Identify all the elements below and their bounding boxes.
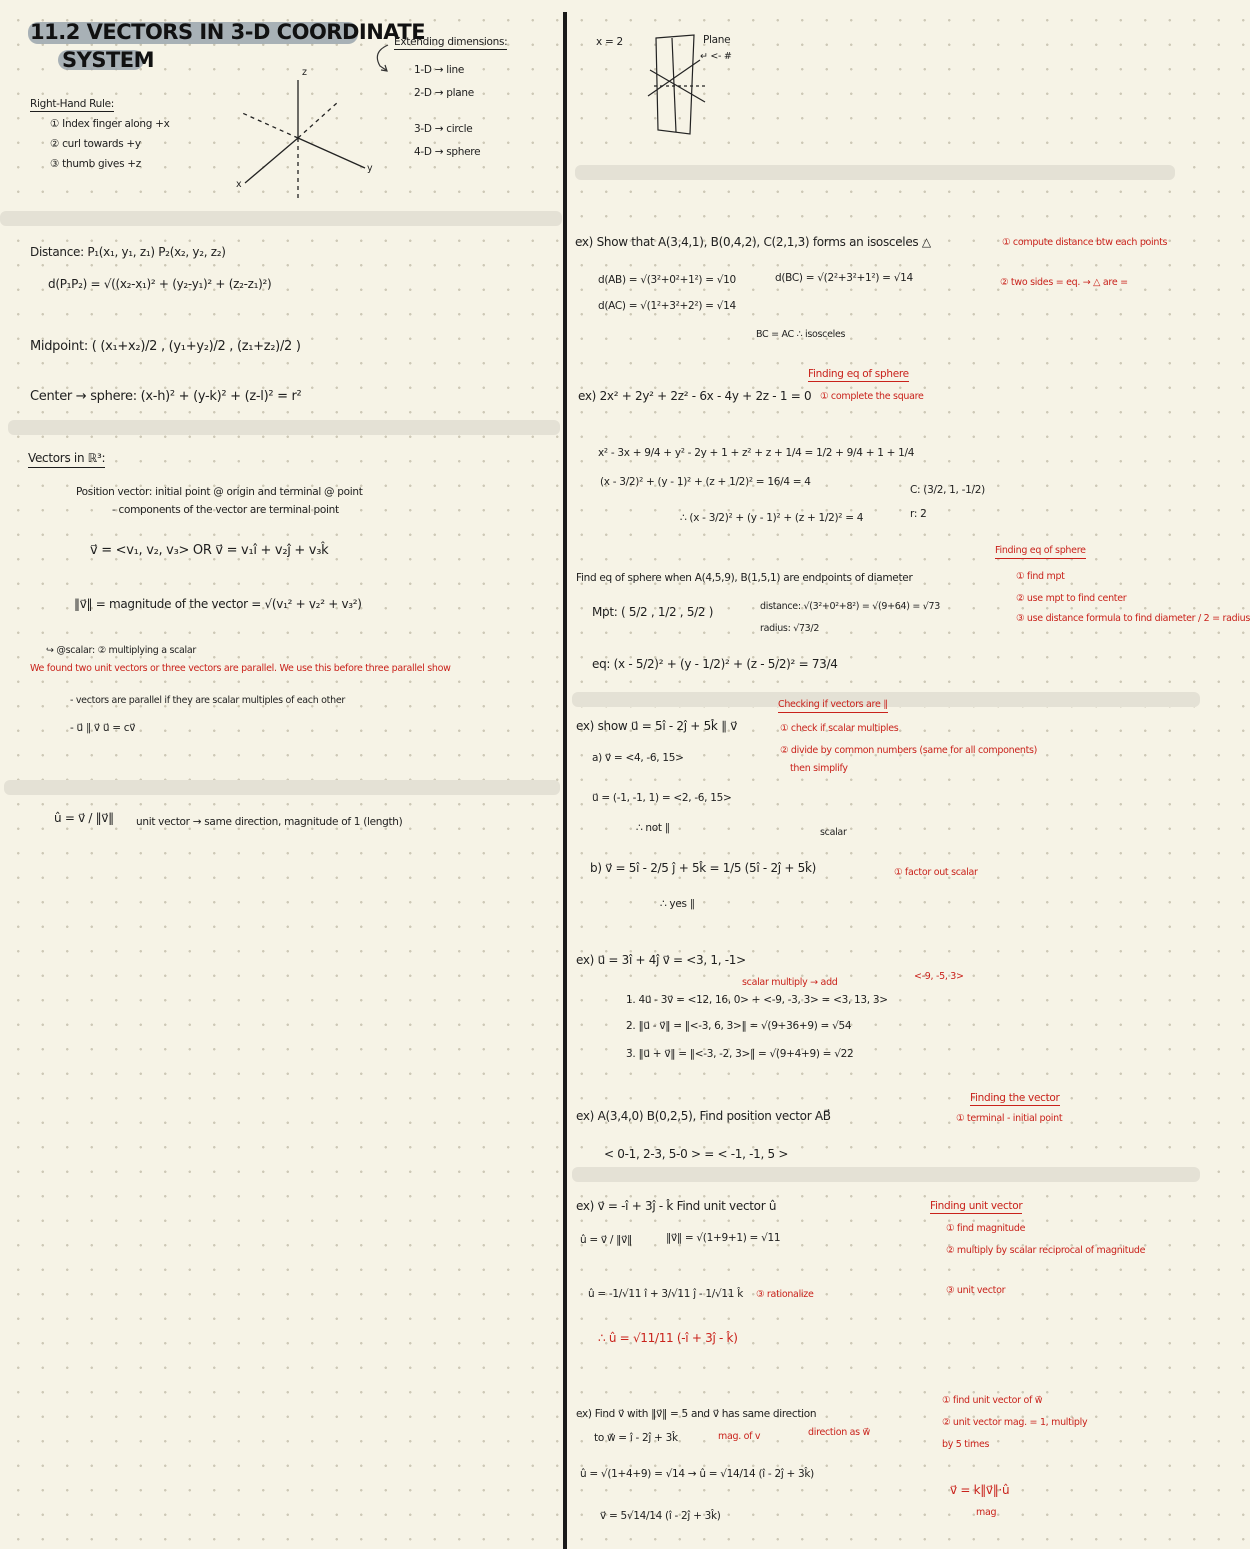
- ex1-distance: d(AC) = √(1²+3²+2²) = √14: [598, 300, 736, 312]
- section-band: [4, 780, 560, 795]
- ex5-red-note: scalar multiply → add: [742, 977, 838, 988]
- ex8-problem: ex) Find v⃗ with ‖v⃗‖ = 5 and v⃗ has same direction: [576, 1408, 817, 1420]
- rhr-step: ② curl towards +y: [50, 138, 141, 150]
- section-band: [8, 420, 560, 435]
- parallel-note: - vectors are parallel if they are scalar multiples of each other: [70, 695, 345, 706]
- ex8-final-sub: mag: [976, 1507, 997, 1518]
- plane-x-eq: x = 2: [596, 36, 623, 48]
- ex4-heading: Checking if vectors are ∥: [778, 700, 888, 713]
- vectors-r3-heading: Vectors in ℝ³:: [28, 452, 105, 468]
- ex8-given: to w⃗ = î - 2ĵ + 3k̂: [594, 1432, 678, 1444]
- rhr-heading: Right-Hand Rule:: [30, 98, 114, 112]
- plane-sketch: [0, 0, 1, 1]
- z-axis-label: z: [302, 67, 307, 78]
- parallel-equation: - u⃗ ∥ v⃗ u⃗ = cv⃗: [70, 722, 136, 734]
- ex6-note: ① terminal - initial point: [956, 1113, 1063, 1124]
- dimension-item: 1-D → line: [414, 64, 464, 76]
- unit-vector-note: unit vector → same direction, magnitude of 1 (length): [136, 816, 403, 828]
- dimension-item: 2-D → plane: [414, 87, 474, 99]
- ex7-result: ∴ û = √11/11 (-î + 3ĵ - k̂): [598, 1331, 738, 1345]
- distance-formula: d(P₁P₂) = √((x₂-x₁)² + (y₂-y₁)² + (z₂-z₁)²): [48, 277, 272, 291]
- ex1-conclusion: BC = AC ∴ isosceles: [756, 329, 846, 340]
- ex4-problem: ex) show u⃗ = 5î - 2ĵ + 5k̂ ∥ v⃗: [576, 719, 738, 733]
- ex8-red-note: mag. of v: [718, 1431, 761, 1442]
- unit-vector-formula: û = v⃗ / ‖v⃗‖: [54, 811, 114, 825]
- ex7-heading: Finding unit vector: [930, 1200, 1022, 1214]
- column-divider: [563, 12, 567, 1549]
- ex2-heading: Finding eq of sphere: [808, 368, 909, 382]
- ex5-red-result: <-9, -5, 3>: [914, 971, 964, 982]
- page-title: 11.2 VECTORS IN 3-D COORDINATE: [30, 20, 426, 44]
- ex3-note: ① find mpt: [1016, 571, 1065, 582]
- ex7-note: ② multiply by scalar reciprocal of magnitude: [946, 1245, 1146, 1256]
- ex4-b-note: ① factor out scalar: [894, 867, 978, 878]
- ex4-step: u⃗ = (-1, -1, 1) = <2, -6, 15>: [592, 792, 732, 804]
- ex8-note: ① find unit vector of w⃗: [942, 1395, 1043, 1406]
- ex4-step: ∴ not ∥: [636, 822, 670, 834]
- y-axis-label: y: [367, 163, 373, 174]
- ex3-problem: Find eq of sphere when A(4,5,9), B(1,5,1) are endpoints of diameter: [576, 572, 913, 584]
- ex4-scalar-label: scalar: [820, 827, 847, 838]
- sphere-formula: Center → sphere: (x-h)² + (y-k)² + (z-l)² = r²: [30, 389, 302, 404]
- ex7-problem: ex) v⃗ = -î + 3ĵ - k̂ Find unit vector û: [576, 1199, 777, 1213]
- page-title-line2: SYSTEM: [62, 48, 155, 72]
- ex7-step: û = -1/√11 î + 3/√11 ĵ - 1/√11 k̂: [588, 1288, 743, 1300]
- ex2-step: ∴ (x - 3/2)² + (y - 1)² + (z + 1/2)² = 4: [680, 512, 864, 524]
- ex2-center: C: (3/2, 1, -1/2): [910, 484, 985, 496]
- x-axis-label: x: [236, 179, 242, 190]
- ex2-step: x² - 3x + 9/4 + y² - 2y + 1 + z² + z + 1/4 = 1/2 + 9/4 + 1 + 1/4: [598, 447, 915, 459]
- ex3-distance: distance: √(3²+0²+8²) = √(9+64) = √73: [760, 601, 941, 612]
- ex2-note: ① complete the square: [820, 391, 924, 402]
- x-axis: [245, 138, 298, 183]
- ex6-problem: ex) A(3,4,0) B(0,2,5), Find position vector AB⃗: [576, 1109, 831, 1123]
- ex4-note: then simplify: [790, 763, 848, 774]
- plane-label: Plane: [703, 34, 731, 46]
- ex8-final: v⃗ = k‖v⃗‖·û: [950, 1483, 1010, 1497]
- ex8-step: v⃗ = 5√14/14 (î - 2ĵ + 3k̂): [600, 1510, 721, 1522]
- ex8-step: û = √(1+4+9) = √14 → û = √14/14 (î - 2ĵ + 3k̂): [580, 1468, 814, 1480]
- ex1-distance: d(BC) = √(2²+3²+1²) = √14: [775, 272, 913, 284]
- parallel-red-note: We found two unit vectors or three vectors are parallel. We use this before three parallel show: [30, 663, 451, 674]
- section-band: [0, 211, 562, 226]
- position-vector-note: Position vector: initial point @ origin and terminal @ point: [76, 486, 363, 498]
- ex1-distance: d(AB) = √(3²+0²+1²) = √10: [598, 274, 736, 286]
- ex1-note: ① compute distance btw each points: [1002, 237, 1168, 248]
- dimension-item: 4-D → sphere: [414, 146, 481, 158]
- ex4-step: a) v⃗ = <4, -6, 15>: [592, 752, 684, 764]
- section-band: [572, 1167, 1200, 1182]
- ex2-radius: r: 2: [910, 508, 927, 520]
- ex3-note: ③ use distance formula to find diameter / 2 = radius: [1016, 613, 1250, 624]
- ex4-step: ∴ yes ∥: [660, 898, 695, 910]
- ex5-line: 1. 4u⃗ - 3v⃗ = <12, 16, 0> + <-9, -3, 3> = <3, 13, 3>: [626, 994, 888, 1006]
- section-band: [575, 165, 1175, 180]
- ex6-heading: Finding the vector: [970, 1092, 1060, 1106]
- ex2-problem: ex) 2x² + 2y² + 2z² - 6x - 4y + 2z - 1 = 0: [578, 389, 812, 403]
- ex5-line: 3. ‖u⃗ + v⃗‖ = ‖<-3, -2, 3>‖ = √(9+4+9) = √22: [626, 1048, 854, 1060]
- ex8-note: ② unit vector mag. = 1, multiply: [942, 1417, 1088, 1428]
- ex8-red-note: direction as w⃗: [808, 1427, 871, 1438]
- ex7-note: ① find magnitude: [946, 1223, 1026, 1234]
- ex7-note: ③ unit vector: [946, 1285, 1006, 1296]
- ex3-heading: Finding eq of sphere: [995, 546, 1086, 559]
- ex2-step: (x - 3/2)² + (y - 1)² + (z + 1/2)² = 16/4 = 4: [600, 476, 811, 488]
- ex8-note: by 5 times: [942, 1439, 990, 1450]
- ex4-note: ① check if scalar multiples: [780, 723, 899, 734]
- dimension-item: 3-D → circle: [414, 123, 473, 135]
- neg-y-axis: [240, 112, 298, 138]
- midpoint-formula: Midpoint: ( (x₁+x₂)/2 , (y₁+y₂)/2 , (z₁+z₂)/2 ): [30, 339, 301, 354]
- dimensions-heading: Extending dimensions:: [394, 36, 507, 50]
- ex7-rationalize-note: ③ rationalize: [756, 1289, 814, 1300]
- ex4-note: ② divide by common numbers (same for all components): [780, 745, 1038, 756]
- ex3-radius: radius: √73/2: [760, 623, 820, 634]
- magnitude-formula: ‖v⃗‖ = magnitude of the vector = √(v₁² + v₂² + v₃²): [74, 597, 362, 611]
- ex7-step: ‖v⃗‖ = √(1+9+1) = √11: [666, 1232, 781, 1244]
- y-axis: [298, 138, 365, 168]
- ex4-step: b) v⃗ = 5î - 2/5 ĵ + 5k̂ = 1/5 (5î - 2ĵ + 5k̂): [590, 861, 816, 875]
- ex3-midpoint: Mpt: ( 5/2 , 1/2 , 5/2 ): [592, 605, 714, 619]
- vector-notation: v⃗ = <v₁, v₂, v₃> OR v⃗ = v₁î + v₂ĵ + v₃k̂: [90, 543, 329, 558]
- distance-points: Distance: P₁(x₁, y₁, z₁) P₂(x₂, y₂, z₂): [30, 245, 226, 259]
- ex3-note: ② use mpt to find center: [1016, 593, 1127, 604]
- plane-arrow: ↵ <- #: [700, 51, 732, 62]
- position-vector-note-2: - components of the vector are terminal point: [112, 504, 339, 516]
- ex5-problem: ex) u⃗ = 3î + 4ĵ v⃗ = <3, 1, -1>: [576, 953, 746, 967]
- rhr-step: ③ thumb gives +z: [50, 158, 141, 170]
- neg-x-axis: [298, 102, 338, 138]
- ex7-step: û = v⃗ / ‖v⃗‖: [580, 1234, 632, 1246]
- ex1-note: ② two sides = eq. → △ are =: [1000, 277, 1128, 288]
- ex5-line: 2. ‖u⃗ - v⃗‖ = ‖<-3, 6, 3>‖ = √(9+36+9) = √54: [626, 1020, 852, 1032]
- ex6-result: < 0-1, 2-3, 5-0 > = < -1, -1, 5 >: [604, 1147, 789, 1161]
- scalar-note: ↪ @scalar: ② multiplying a scalar: [46, 645, 197, 656]
- ex1-problem: ex) Show that A(3,4,1), B(0,4,2), C(2,1,3) forms an isosceles △: [575, 235, 931, 249]
- rhr-step: ① Index finger along +x: [50, 118, 170, 130]
- ex3-equation: eq: (x - 5/2)² + (y - 1/2)² + (z - 5/2)² = 73/4: [592, 657, 838, 671]
